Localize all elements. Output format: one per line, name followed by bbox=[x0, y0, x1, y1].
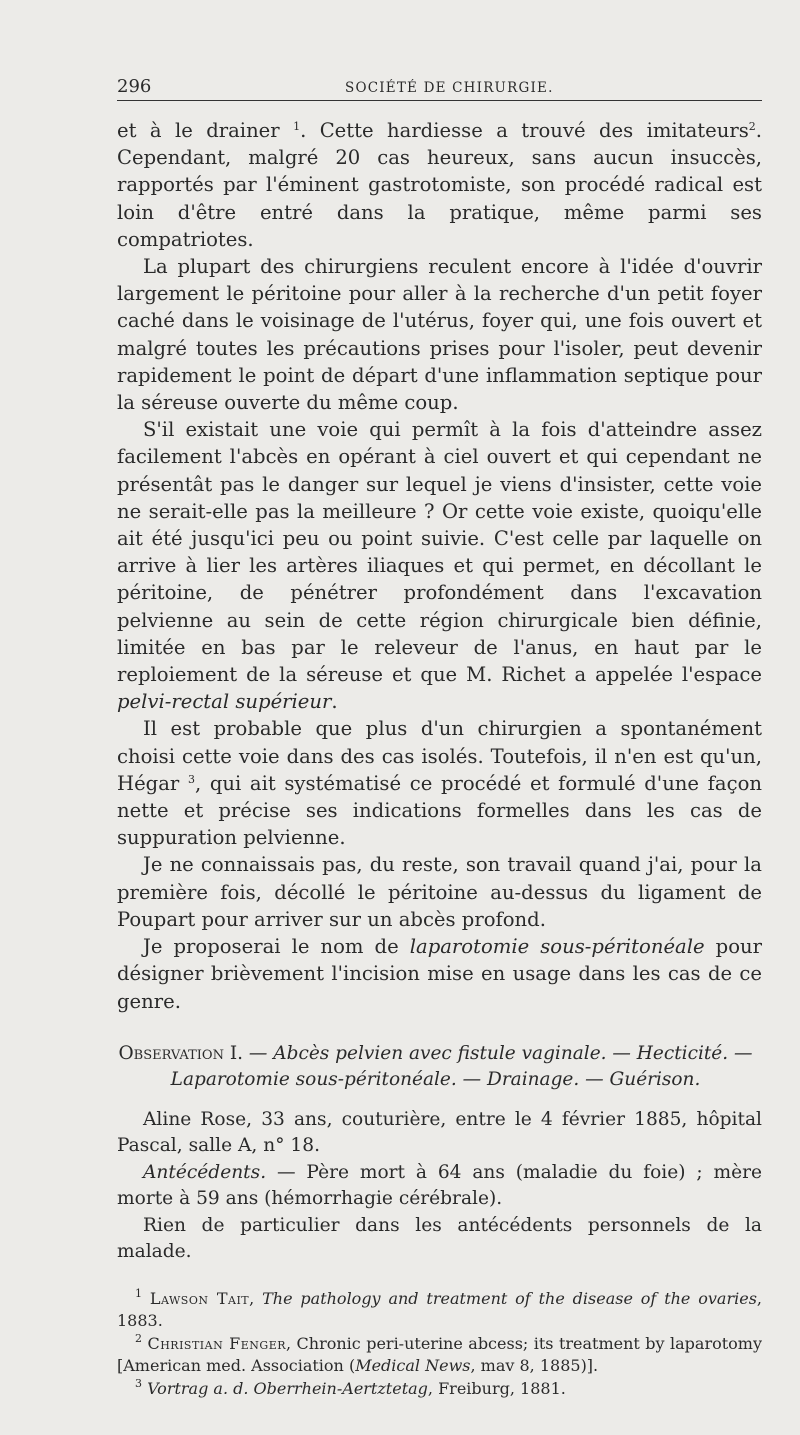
footnote-ref-2: 2 bbox=[748, 120, 756, 133]
emphasis-pelvi-rectal: pelvi-rectal supérieur bbox=[117, 690, 332, 714]
observation-body bbox=[117, 1107, 762, 1266]
main-text bbox=[117, 117, 762, 1015]
footnote-3: $^3$ Vortrag a. d. Oberrhein-Aertztetag, Freiburg, 1881. bbox=[135, 1376, 566, 1398]
paragraph-6: Je proposerai le nom de laparotomie sous-péritonéale pour désigner brièvement l'incision mise en usage dans les cas de ce genre. bbox=[117, 935, 762, 1013]
footnote-1: $^1$ Lawson Tait, The pathology and treatment of the disease of the ovaries, 1883. bbox=[117, 1286, 763, 1331]
paragraph-1: et à le drainer $^1$. Cette hardiesse a trouvé des imitateurs$^2$. Cependant, malgré 20 cas heureux, sans aucun insuccès, rapportés par l'éminent gastrotomiste, son procédé radical est loin d'être entré dans la pratique, même parmi ses compatriotes. bbox=[117, 119, 762, 251]
observation-title: — Abcès pelvien avec fistule vaginale. — Hecticité. — Laparotomie sous-péritonéale. — Drainage. — Guérison. bbox=[170, 1042, 753, 1090]
paragraph-3: S'il existait une voie qui permît à la fois d'atteindre assez facilement l'abcès en opérant à ciel ouvert et qui cependant ne présentât pas le danger sur lequel je viens d'insister, cette voie ne serait-elle pas la meilleure ? Or cette voie existe, quoiqu'elle ait été jusqu'ici peu ou point suivie. C'est celle par laquelle on arrive à lier les artères iliaques et qui permet, en décollant le péritoine, de pénétrer profondément dans l'excavation pelvienne au sein de cette région chirurgicale bien définie, limitée en bas par le releveur de l'anus, en haut par le reploiement de la séreuse et que M. Richet a appelée l'espace pelvi-rectal supérieur. bbox=[117, 418, 762, 714]
running-title: SOCIÉTÉ DE CHIRURGIE. bbox=[345, 80, 554, 96]
emphasis-laparotomie: laparotomie sous-péritonéale bbox=[409, 935, 705, 959]
paragraph-4: Il est probable que plus d'un chirurgien a spontanément choisi cette voie dans des cas isolés. Toutefois, il n'en est qu'un, Hégar $^3$, qui ait systématisé ce procédé et formulé d'une façon nette et précise ses indications formelles dans les cas de suppuration pelvienne. bbox=[117, 717, 762, 850]
footnote-ref-3: 3 bbox=[187, 772, 195, 786]
observation-label: Observation I. bbox=[118, 1042, 244, 1064]
observation-paragraph-1: Aline Rose, 33 ans, couturière, entre le 4 février 1885, hôpital Pascal, salle A, n° 18. bbox=[117, 1108, 762, 1157]
observation-paragraph-3: Rien de particulier dans les antécédents personnels de la malade. bbox=[117, 1214, 762, 1263]
running-head bbox=[117, 70, 762, 101]
footnote-2: $^2$ Christian Fenger, Chronic peri-uterine abcess; its treatment by laparotomy [American med. Association (Medical News, mav 8, 1885)]. bbox=[117, 1331, 762, 1376]
observation-antecedents: Antécédents. — Père mort à 64 ans (maladie du foie) ; mère morte à 59 ans (hémorrhagie cérébrale). bbox=[117, 1161, 762, 1210]
footnotes bbox=[117, 1288, 762, 1401]
page-number: 296 bbox=[117, 76, 152, 97]
observation-heading bbox=[117, 1041, 762, 1093]
paragraph-5: Je ne connaissais pas, du reste, son travail quand j'ai, pour la première fois, décollé le péritoine au-dessus du ligament de Poupart pour arriver sur un abcès profond. bbox=[117, 853, 762, 931]
footnote-ref-1: 1 bbox=[293, 120, 301, 133]
antecedents-label: Antécédents. bbox=[143, 1161, 267, 1183]
paragraph-2: La plupart des chirurgiens reculent encore à l'idée d'ouvrir largement le péritoine pour aller à la recherche d'un petit foyer caché dans le voisinage de l'utérus, foyer qui, une fois ouvert et malgré toutes les précautions prises pour l'isoler, peut devenir rapidement le point de départ d'une inflammation septique pour la séreuse ouverte du même coup. bbox=[117, 255, 762, 415]
